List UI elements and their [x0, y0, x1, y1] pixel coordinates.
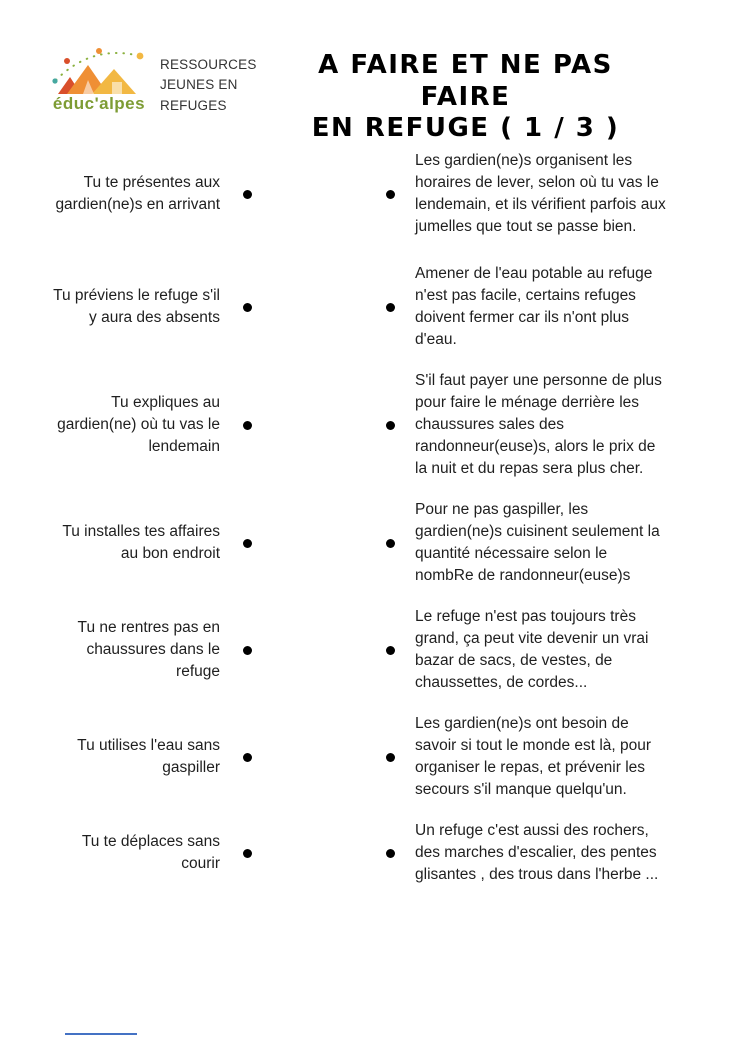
tagline-line-3: REFUGES: [160, 97, 227, 113]
bullet-icon: [386, 421, 395, 430]
bullet-icon: [386, 753, 395, 762]
educalpes-logo: [50, 48, 257, 116]
left-bullet-cell: [220, 849, 275, 858]
bullet-icon: [243, 421, 252, 430]
logo-tagline: [160, 55, 257, 116]
item-row: [50, 820, 670, 886]
left-bullet-cell: [220, 539, 275, 548]
item-row: [50, 713, 670, 801]
right-bullet-cell: [365, 849, 415, 858]
left-bullet-cell: [220, 753, 275, 762]
items-list: [50, 150, 670, 886]
left-bullet-cell: [220, 190, 275, 199]
right-explanation: Les gardien(ne)s organisent les horaires de lever, selon où tu vas le lendemain, et ils vérifient parfois aux jumelles que tout se passe bien.: [415, 152, 666, 235]
page-title-line-1: A FAIRE ET NE PAS FAIRE: [318, 50, 613, 112]
left-bullet-cell: [220, 421, 275, 430]
item-row: [50, 370, 670, 480]
right-explanation: S'il faut payer une personne de plus pour faire le ménage derrière les chaussures sales des randonneur(euse)s, alors le prix de la nuit et du repas sera plus cher.: [415, 372, 662, 477]
bullet-icon: [243, 539, 252, 548]
right-bullet-cell: [365, 753, 415, 762]
right-bullet-cell: [365, 421, 415, 430]
left-statement: Tu préviens le refuge s'il y aura des absents: [53, 287, 220, 326]
mountains-logo-icon: [50, 48, 148, 94]
bullet-icon: [243, 753, 252, 762]
right-explanation: Le refuge n'est pas toujours très grand, ça peut vite devenir un vrai bazar de sacs, de vestes, de chaussettes, de cordes...: [415, 608, 649, 691]
right-explanation: Pour ne pas gaspiller, les gardien(ne)s cuisinent seulement la quantité nécessaire selon le nombRe de randonneur(euse)s: [415, 501, 660, 584]
bullet-icon: [386, 849, 395, 858]
bullet-icon: [243, 303, 252, 312]
page-title: [293, 50, 638, 145]
right-bullet-cell: [365, 190, 415, 199]
bullet-icon: [386, 190, 395, 199]
bullet-icon: [386, 303, 395, 312]
left-statement: Tu te déplaces sans courir: [81, 833, 220, 872]
page-title-line-2: EN REFUGE ( 1 / 3 ): [311, 113, 620, 144]
bullet-icon: [243, 190, 252, 199]
item-row: [50, 150, 670, 238]
right-bullet-cell: [365, 539, 415, 548]
footer-line: [65, 1033, 137, 1035]
right-bullet-cell: [365, 646, 415, 655]
left-statement: Tu te présentes aux gardien(ne)s en arrivant: [55, 174, 220, 213]
bullet-icon: [386, 646, 395, 655]
left-statement: Tu expliques au gardien(ne) où tu vas le lendemain: [57, 394, 220, 455]
left-bullet-cell: [220, 303, 275, 312]
item-row: [50, 499, 670, 587]
left-statement: Tu ne rentres pas en chaussures dans le refuge: [77, 619, 220, 680]
item-row: [50, 263, 670, 351]
right-explanation: Amener de l'eau potable au refuge n'est pas facile, certains refuges doivent fermer car ils n'ont plus d'eau.: [415, 265, 653, 348]
left-statement: Tu installes tes affaires au bon endroit: [62, 523, 220, 562]
bullet-icon: [386, 539, 395, 548]
logo-mark: [50, 48, 148, 112]
right-explanation: Les gardien(ne)s ont besoin de savoir si tout le monde est là, pour organiser le repas, et prévenir les secours s'il manque quelqu'un.: [415, 715, 652, 798]
right-bullet-cell: [365, 303, 415, 312]
bullet-icon: [243, 646, 252, 655]
bullet-icon: [243, 849, 252, 858]
tagline-line-1: RESSOURCES: [160, 57, 257, 72]
left-statement: Tu utilises l'eau sans gaspiller: [77, 737, 220, 776]
left-bullet-cell: [220, 646, 275, 655]
right-explanation: Un refuge c'est aussi des rochers, des marches d'escalier, des pentes glisantes , des trous dans l'herbe ...: [415, 822, 659, 883]
tagline-line-2: JEUNES EN: [160, 77, 238, 93]
item-row: [50, 606, 670, 694]
brand-wordmark: éduc'alpes: [52, 94, 146, 113]
